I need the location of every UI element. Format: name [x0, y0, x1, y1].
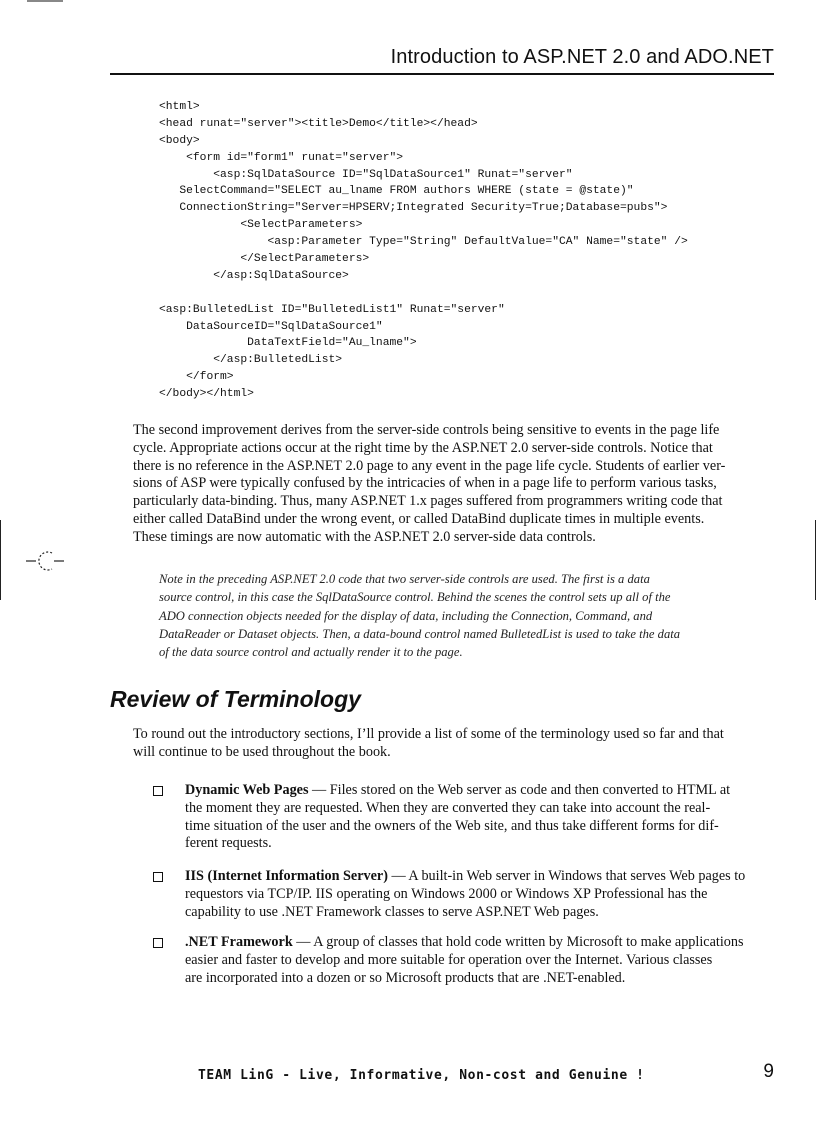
code-line: <body> — [159, 134, 200, 147]
checkbox-bullet-icon — [153, 938, 163, 948]
code-line: SelectCommand="SELECT au_lname FROM authors WHERE (state = @state)" — [159, 185, 634, 198]
bullet-text: capability to use .NET Framework classes to serve ASP.NET Web pages. — [185, 903, 599, 920]
code-listing — [159, 99, 688, 403]
bullet-text: are incorporated into a dozen or so Microsoft products that are .NET-enabled. — [185, 969, 626, 986]
note-line: Note in the preceding ASP.NET 2.0 code that two server-side controls are used. The first is a data — [159, 572, 650, 586]
code-line: DataTextField="Au_lname"> — [159, 337, 417, 350]
bullet-term: IIS (Internet Information Server) — [185, 868, 388, 884]
bullet-text: easier and faster to develop and more suitable for operation over the Internet. Various classes — [185, 951, 713, 968]
code-line: <asp:BulletedList ID="BulletedList1" Runat="server" — [159, 303, 505, 316]
note-block — [159, 570, 749, 661]
code-line: </form> — [159, 371, 234, 384]
text-line: either called DataBind under the wrong event, or called DataBind duplicate times in multiple events. — [133, 510, 705, 527]
text-line: To round out the introductory sections, I’ll provide a list of some of the terminology used so far and that — [133, 726, 724, 742]
code-line: <asp:Parameter Type="String" DefaultValue="CA" Name="state" /> — [159, 236, 688, 249]
code-line: <html> — [159, 101, 200, 113]
text-line: will continue to be used throughout the book. — [133, 743, 391, 760]
note-line: ADO connection objects needed for the display of data, including the Connection, Command, and — [159, 608, 653, 623]
code-line: </SelectParameters> — [159, 253, 370, 266]
bullet-text: the moment they are requested. When they are converted they can take into account the real- — [185, 799, 711, 816]
checkbox-bullet-icon — [153, 872, 163, 882]
text-line: These timings are now automatic with the ASP.NET 2.0 server-side data controls. — [133, 528, 596, 545]
note-line: of the data source control and actually render it to the page. — [159, 645, 463, 660]
top-crop-line — [27, 0, 63, 2]
text-line: sions of ASP were typically confused by the intricacies of when in a page life to perform various tasks, — [133, 475, 717, 492]
bullet-text: time situation of the user and the owners of the Web site, and thus take different forms for dif- — [185, 817, 719, 834]
code-line: </asp:SqlDataSource> — [159, 269, 349, 282]
note-line: DataReader or Dataset objects. Then, a data-bound control named BulletedList is used to take the data — [159, 626, 681, 641]
code-line — [159, 285, 688, 302]
page-number: 9 — [763, 1061, 774, 1082]
checkbox-bullet-icon — [153, 786, 163, 796]
body-paragraph — [133, 422, 774, 547]
text-line: particularly data-binding. Thus, many ASP.NET 1.x pages suffered from programmers writing code that — [133, 493, 723, 510]
text-line: cycle. Appropriate actions occur at the right time by the ASP.NET 2.0 server-side controls. Notice that — [133, 439, 713, 456]
note-line: source control, in this case the SqlDataSource control. Behind the scenes the control sets up all of the — [159, 590, 671, 605]
bullet-text: — A group of classes that hold code written by Microsoft to make applications — [292, 934, 744, 950]
section-intro — [133, 726, 774, 762]
text-line: there is no reference in the ASP.NET 2.0 page to any event in the page life cycle. Students of earlier ver- — [133, 457, 726, 474]
registration-mark-icon — [26, 549, 66, 573]
left-edge-mark — [0, 520, 1, 600]
bullet-text: — A built-in Web server in Windows that serves Web pages to — [387, 868, 746, 884]
code-line: <SelectParameters> — [159, 219, 363, 232]
code-line: <head runat="server"><title>Demo</title></head> — [159, 117, 478, 130]
running-header-title: Introduction to ASP.NET 2.0 and ADO.NET — [390, 46, 774, 68]
code-line: </asp:BulletedList> — [159, 354, 343, 367]
header-rule — [110, 73, 774, 75]
section-heading: Review of Terminology — [110, 686, 361, 712]
bullet-text: requestors via TCP/IP. IIS operating on Windows 2000 or Windows XP Professional has the — [185, 885, 708, 902]
bullet-term: Dynamic Web Pages — [185, 782, 309, 798]
text-line: The second improvement derives from the server-side controls being sensitive to events in the page life — [133, 422, 720, 438]
code-line: <asp:SqlDataSource ID="SqlDataSource1" Runat="server" — [159, 168, 573, 181]
bullet-term: .NET Framework — [185, 934, 293, 950]
bullet-text: ferent requests. — [185, 835, 272, 852]
code-line: </body></html> — [159, 388, 254, 401]
code-line: DataSourceID="SqlDataSource1" — [159, 320, 383, 333]
code-line: ConnectionString="Server=HPSERV;Integrated Security=True;Database=pubs"> — [159, 202, 668, 215]
bullet-text: — Files stored on the Web server as code and then converted to HTML at — [308, 782, 731, 798]
code-line: <form id="form1" runat="server"> — [159, 151, 404, 164]
footer-watermark: TEAM LinG - Live, Informative, Non-cost and Genuine ! — [198, 1068, 645, 1083]
